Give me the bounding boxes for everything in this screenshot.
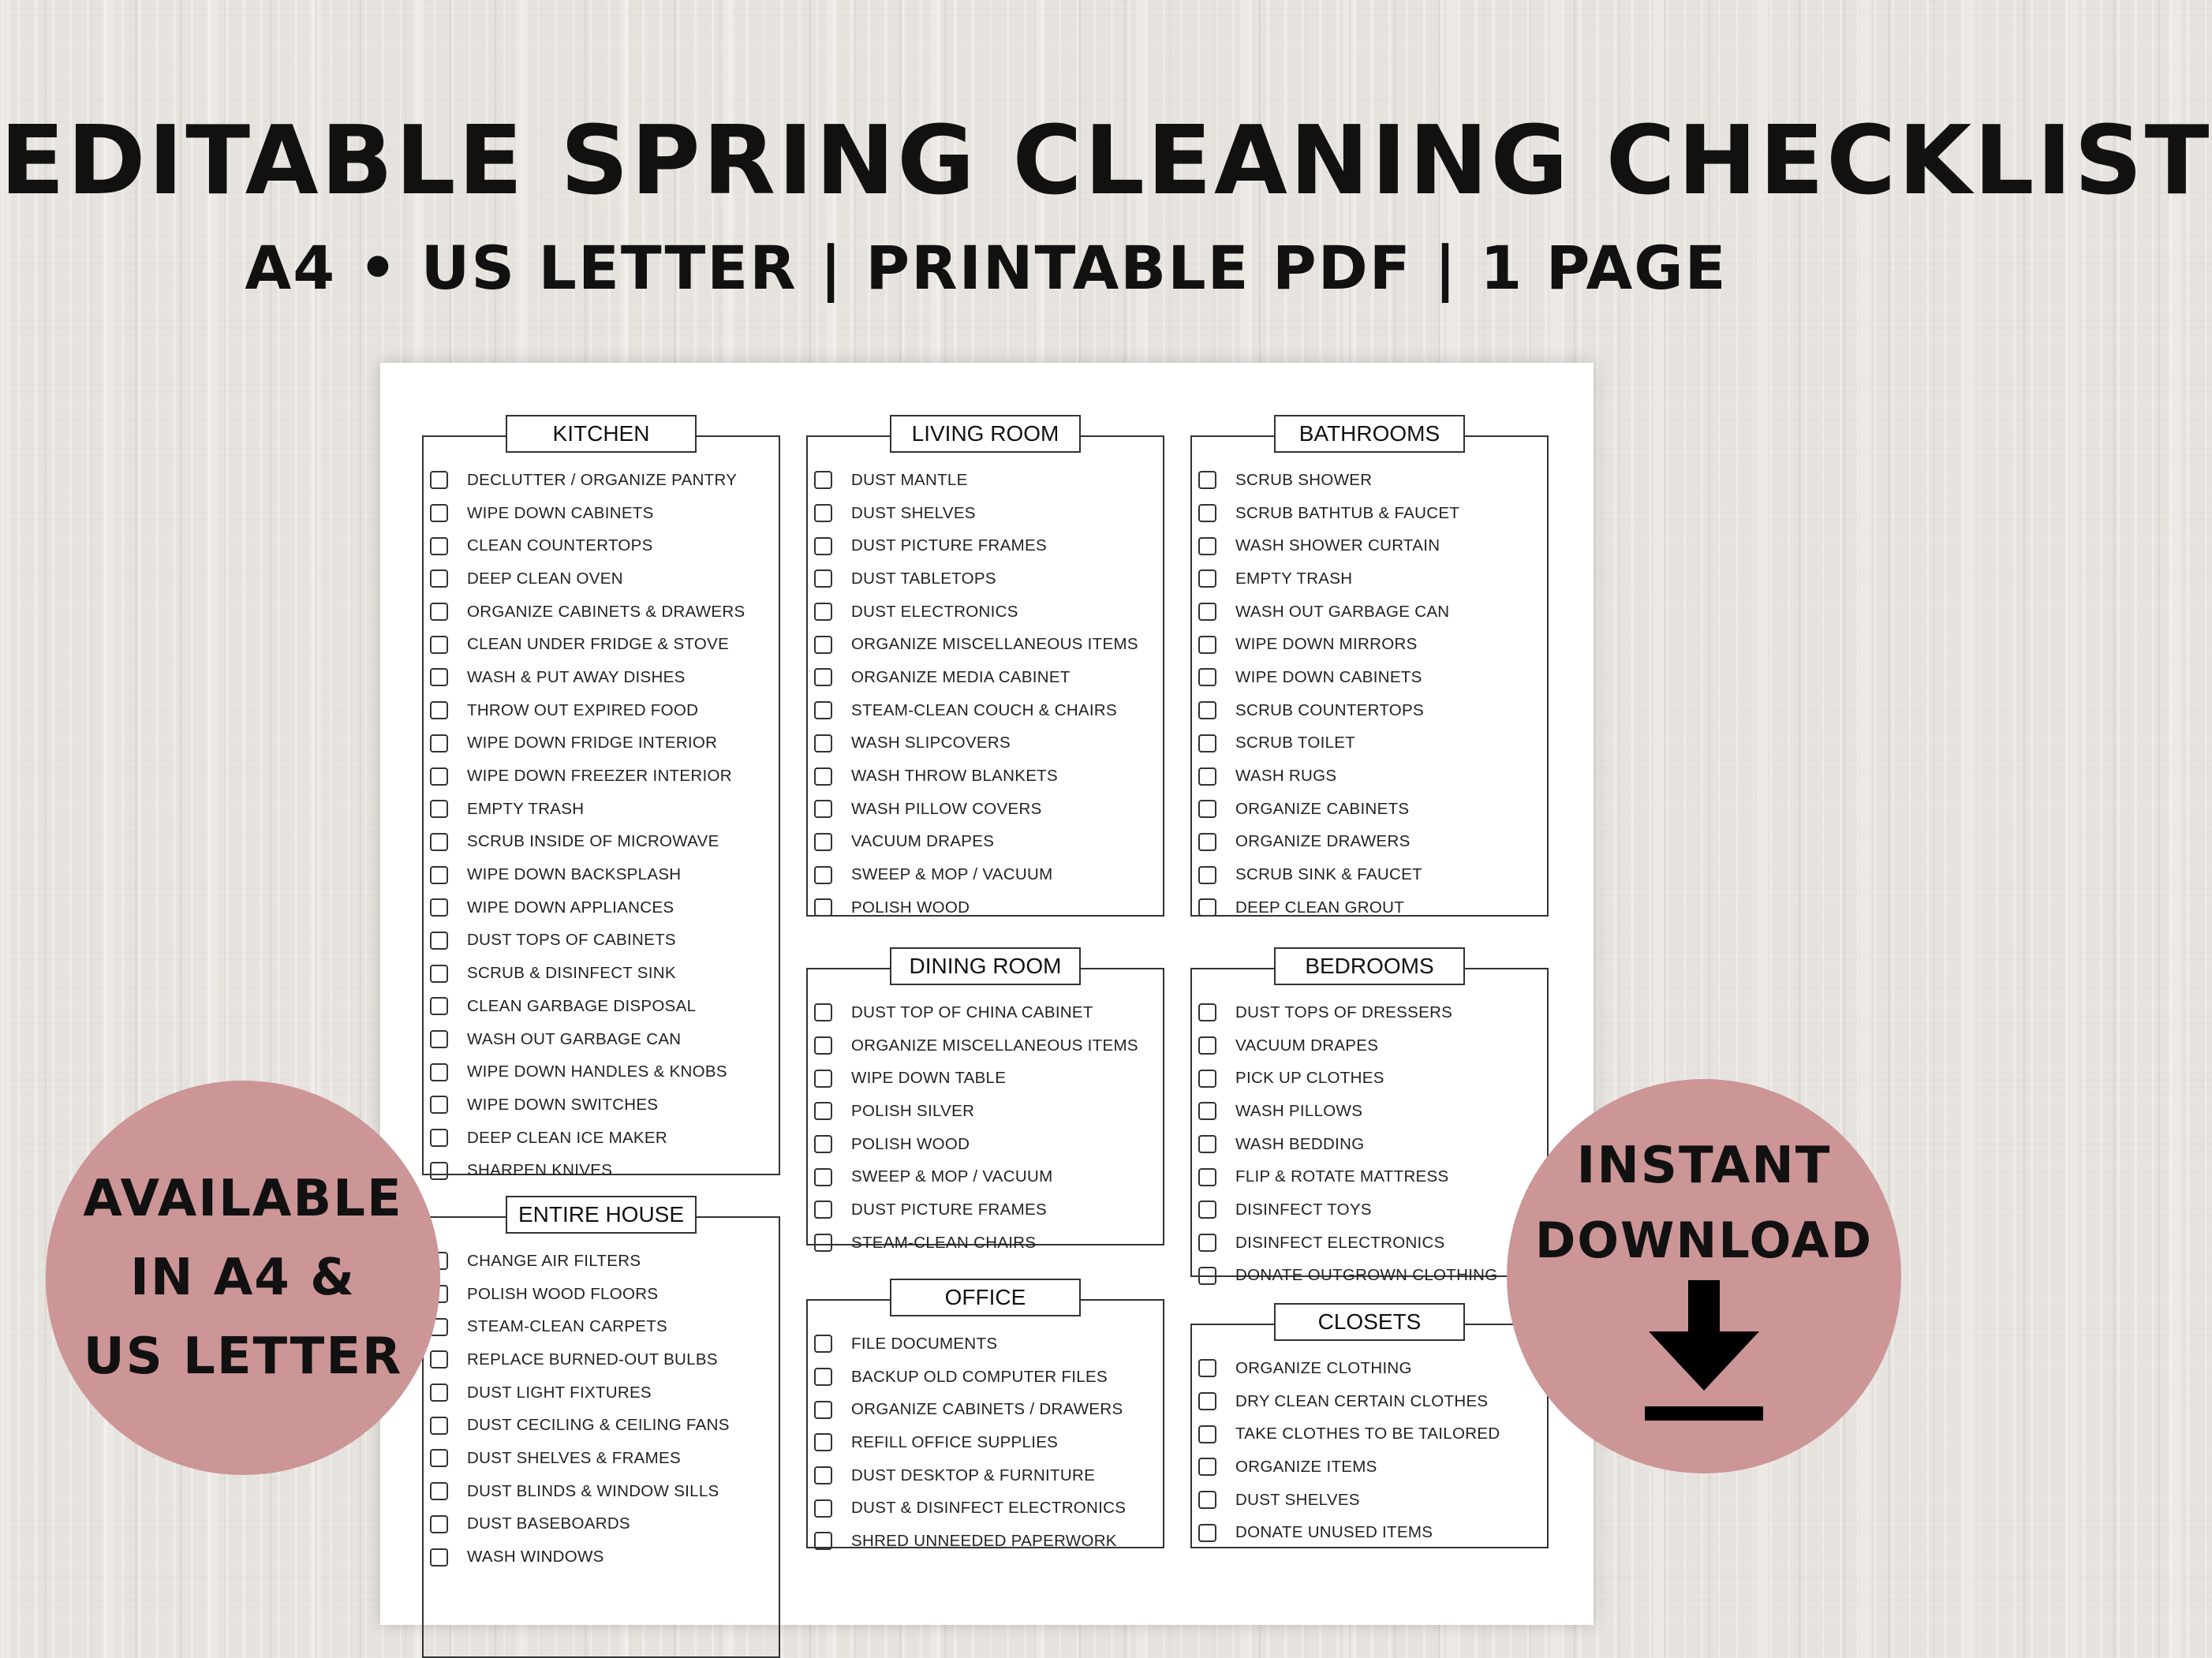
- checklist-item: [814, 1128, 1160, 1161]
- checklist-item-label: WASH OUT GARBAGE CAN: [1235, 602, 1450, 621]
- checklist-item: [814, 1193, 1160, 1227]
- checklist-item: [430, 464, 775, 497]
- checklist-item-label: ORGANIZE MEDIA CABINET: [851, 667, 1071, 686]
- checklist-item: [814, 891, 1160, 924]
- checklist-item: [1198, 464, 1544, 497]
- checklist-item-label: PICK UP CLOTHES: [1235, 1069, 1384, 1088]
- checklist-item-label: CLEAN UNDER FRIDGE & STOVE: [467, 635, 730, 654]
- checkbox[interactable]: [430, 800, 448, 818]
- checklist-item: [1198, 1160, 1544, 1193]
- checklist-item: [814, 793, 1160, 826]
- checkbox[interactable]: [1198, 1359, 1216, 1377]
- instant-download-badge: [1507, 1079, 1901, 1473]
- checklist-item: [814, 1227, 1160, 1260]
- checklist-item-label: ORGANIZE CABINETS / DRAWERS: [851, 1400, 1123, 1419]
- checklist-item: [430, 628, 775, 661]
- checklist-item: [430, 793, 775, 826]
- checklist-item: [430, 529, 775, 562]
- checklist-item: [814, 464, 1160, 497]
- checklist-item-label: DECLUTTER / ORGANIZE PANTRY: [467, 470, 738, 489]
- checklist-item-label: POLISH WOOD: [851, 1134, 970, 1153]
- checkbox[interactable]: [814, 537, 832, 555]
- checklist-item-label: STEAM-CLEAN COUCH & CHAIRS: [851, 700, 1117, 719]
- checklist-item: [430, 924, 775, 958]
- checkbox[interactable]: [430, 1482, 448, 1500]
- checkbox[interactable]: [1198, 1524, 1216, 1542]
- checklist-item-label: SWEEP & MOP / VACUUM: [851, 865, 1053, 884]
- checklist-item: [430, 1154, 775, 1187]
- checkbox[interactable]: [1198, 1267, 1216, 1285]
- checklist-item: [814, 1328, 1160, 1361]
- checklist-item-label: WASH BEDDING: [1235, 1134, 1365, 1153]
- checklist-item-label: WIPE DOWN FRIDGE INTERIOR: [467, 734, 718, 752]
- checkbox[interactable]: [430, 471, 448, 489]
- checkbox[interactable]: [1198, 1425, 1216, 1443]
- checkbox[interactable]: [1198, 1201, 1216, 1219]
- checklist-item: [1198, 1352, 1544, 1385]
- section-title-bedrooms: BEDROOMS: [1274, 947, 1465, 985]
- checklist-item-label: DUST LIGHT FIXTURES: [467, 1383, 652, 1402]
- checklist-item-label: DRY CLEAN CERTAIN CLOTHES: [1235, 1391, 1489, 1410]
- checkbox[interactable]: [430, 1417, 448, 1435]
- checklist-item: [1198, 1417, 1544, 1451]
- checklist-item: [814, 760, 1160, 793]
- checklist-item: [1198, 996, 1544, 1029]
- checklist-item: [814, 858, 1160, 891]
- checklist-items: [814, 996, 1160, 1260]
- checklist-item-label: WASH THROW BLANKETS: [851, 767, 1058, 786]
- checkbox[interactable]: [814, 800, 832, 818]
- checklist-item-label: BACKUP OLD COMPUTER FILES: [851, 1367, 1108, 1386]
- checklist-item: [814, 1393, 1160, 1426]
- checklist-item: [814, 1062, 1160, 1095]
- checklist-item-label: SCRUB & DISINFECT SINK: [467, 964, 676, 983]
- checklist-item-label: DUST DESKTOP & FURNITURE: [851, 1466, 1096, 1484]
- checklist-item-label: DUST SHELVES & FRAMES: [467, 1448, 681, 1467]
- checklist-item: [1198, 694, 1544, 727]
- checkbox[interactable]: [814, 668, 832, 686]
- checklist-item-label: SHRED UNNEEDED PAPERWORK: [851, 1531, 1117, 1550]
- checklist-item: [1198, 1095, 1544, 1128]
- checkbox[interactable]: [430, 734, 448, 752]
- checklist-item: [430, 1089, 775, 1122]
- badge-right-line-2: DOWNLOAD: [1534, 1212, 1874, 1269]
- checklist-item-label: WIPE DOWN SWITCHES: [467, 1095, 659, 1114]
- checklist-item-label: THROW OUT EXPIRED FOOD: [467, 700, 699, 719]
- checkbox[interactable]: [430, 898, 448, 917]
- checkbox[interactable]: [814, 1499, 832, 1518]
- checklist-item-label: DUST PICTURE FRAMES: [851, 536, 1047, 555]
- checkbox[interactable]: [814, 1003, 832, 1021]
- checklist-item: [430, 858, 775, 891]
- checkbox[interactable]: [1198, 1135, 1216, 1153]
- checklist-item-label: VACUUM DRAPES: [1235, 1036, 1379, 1055]
- checklist-item-label: DEEP CLEAN OVEN: [467, 569, 623, 588]
- checklist-item-label: FILE DOCUMENTS: [851, 1334, 998, 1353]
- checkbox[interactable]: [1198, 537, 1216, 555]
- checklist-item-label: DUST MANTLE: [851, 470, 968, 489]
- checklist-item: [1198, 1260, 1544, 1293]
- checklist-item-label: REPLACE BURNED-OUT BULBS: [467, 1350, 718, 1369]
- checkbox[interactable]: [814, 701, 832, 719]
- badge-left-line-3: US LETTER: [83, 1328, 403, 1386]
- checkbox[interactable]: [1198, 636, 1216, 654]
- checklist-item-label: DUST BLINDS & WINDOW SILLS: [467, 1481, 719, 1500]
- checklist-item: [814, 1095, 1160, 1128]
- checklist-item: [1198, 562, 1544, 596]
- checkbox[interactable]: [814, 866, 832, 884]
- section-title-bathrooms: BATHROOMS: [1274, 415, 1465, 453]
- checklist-item: [430, 1055, 775, 1089]
- checklist-item: [430, 1122, 775, 1155]
- checklist-item: [814, 628, 1160, 661]
- checklist-item-label: WASH SHOWER CURTAIN: [1235, 536, 1440, 555]
- checklist-item: [814, 661, 1160, 694]
- section-dining-room: [806, 954, 1164, 1252]
- checklist-item: [814, 529, 1160, 562]
- checklist-items: [430, 1245, 775, 1574]
- checklist-item-label: DUST CECILING & CEILING FANS: [467, 1416, 730, 1435]
- checkbox[interactable]: [430, 833, 448, 851]
- checklist-item: [814, 1492, 1160, 1525]
- checkbox[interactable]: [1198, 471, 1216, 489]
- section-bedrooms: [1190, 954, 1549, 1285]
- checklist-item: [430, 1278, 775, 1311]
- checklist-item-label: WIPE DOWN CABINETS: [467, 503, 654, 522]
- checkbox[interactable]: [1198, 1070, 1216, 1088]
- checklist-item: [1198, 1385, 1544, 1418]
- checklist-items: [1198, 464, 1544, 924]
- checkbox[interactable]: [430, 1096, 448, 1114]
- checklist-item: [1198, 628, 1544, 661]
- checklist-item-label: ORGANIZE DRAWERS: [1235, 832, 1411, 851]
- checkbox[interactable]: [1198, 1491, 1216, 1509]
- checklist-item: [1198, 1029, 1544, 1062]
- checkbox[interactable]: [1198, 833, 1216, 851]
- checklist-sheet: [380, 363, 1594, 1625]
- checklist-item: [430, 727, 775, 760]
- checklist-item-label: DUST TABLETOPS: [851, 569, 996, 588]
- checklist-item-label: EMPTY TRASH: [1235, 569, 1353, 588]
- checklist-item-label: DISINFECT ELECTRONICS: [1235, 1233, 1445, 1252]
- checklist-item: [814, 1426, 1160, 1459]
- checkbox[interactable]: [430, 1063, 448, 1081]
- checklist-item: [430, 760, 775, 793]
- checkbox[interactable]: [1198, 504, 1216, 522]
- checklist-item-label: WIPE DOWN TABLE: [851, 1069, 1007, 1088]
- checkbox[interactable]: [430, 701, 448, 719]
- checkbox[interactable]: [430, 504, 448, 522]
- section-closets: [1190, 1309, 1549, 1548]
- checklist-item-label: WIPE DOWN FREEZER INTERIOR: [467, 767, 732, 786]
- checklist-item: [430, 957, 775, 990]
- section-title-dining-room: DINING ROOM: [890, 947, 1081, 985]
- checkbox[interactable]: [1198, 1168, 1216, 1186]
- page-subtitle: A4 • US LETTER | PRINTABLE PDF | 1 PAGE: [245, 233, 1728, 303]
- checkbox[interactable]: [814, 1532, 832, 1550]
- checklist-item: [1198, 793, 1544, 826]
- checkbox[interactable]: [814, 504, 832, 522]
- checklist-item-label: WASH WINDOWS: [467, 1548, 604, 1567]
- checklist-item: [1198, 858, 1544, 891]
- checkbox[interactable]: [430, 1129, 448, 1147]
- checklist-item: [1198, 1062, 1544, 1095]
- checklist-item-label: DUST TOPS OF DRESSERS: [1235, 1003, 1453, 1021]
- checklist-items: [430, 464, 775, 1187]
- checklist-item-label: WASH OUT GARBAGE CAN: [467, 1029, 682, 1048]
- checklist-item: [814, 1361, 1160, 1394]
- checkbox[interactable]: [814, 471, 832, 489]
- checklist-item: [430, 1475, 775, 1508]
- checkbox[interactable]: [1198, 1458, 1216, 1476]
- checklist-item-label: ORGANIZE ITEMS: [1235, 1457, 1377, 1476]
- checklist-item-label: FLIP & ROTATE MATTRESS: [1235, 1167, 1449, 1186]
- checklist-item: [1198, 1484, 1544, 1517]
- checklist-item-label: DUST SHELVES: [851, 503, 976, 522]
- checkbox[interactable]: [430, 965, 448, 983]
- checklist-item: [430, 661, 775, 694]
- checklist-item-label: POLISH WOOD: [851, 898, 970, 917]
- checklist-item-label: WASH PILLOW COVERS: [851, 799, 1042, 818]
- badge-left-line-2: IN A4 &: [130, 1249, 356, 1307]
- checkbox[interactable]: [814, 1335, 832, 1353]
- checklist-item: [814, 1525, 1160, 1558]
- checkbox[interactable]: [814, 1201, 832, 1219]
- section-title-living-room: LIVING ROOM: [890, 415, 1081, 453]
- checklist-item-label: CLEAN GARBAGE DISPOSAL: [467, 996, 697, 1015]
- checkbox[interactable]: [814, 734, 832, 752]
- checklist-item-label: DUST BASEBOARDS: [467, 1514, 630, 1533]
- checkbox[interactable]: [1198, 668, 1216, 686]
- checkbox[interactable]: [430, 866, 448, 884]
- checklist-item-label: DONATE OUTGROWN CLOTHING: [1235, 1266, 1498, 1285]
- checkbox[interactable]: [430, 569, 448, 588]
- checklist-item-label: DUST PICTURE FRAMES: [851, 1200, 1047, 1219]
- checkbox[interactable]: [430, 932, 448, 950]
- checklist-item: [1198, 826, 1544, 859]
- checklist-item: [1198, 596, 1544, 629]
- checklist-item: [814, 497, 1160, 530]
- checklist-item-label: WIPE DOWN BACKSPLASH: [467, 865, 682, 884]
- checklist-item: [430, 1508, 775, 1541]
- checkbox[interactable]: [814, 1102, 832, 1120]
- section-title-kitchen: KITCHEN: [506, 415, 697, 453]
- checkbox[interactable]: [1198, 800, 1216, 818]
- checkbox[interactable]: [430, 603, 448, 621]
- checklist-item-label: STEAM-CLEAN CHAIRS: [851, 1233, 1037, 1252]
- checklist-item-label: DUST SHELVES: [1235, 1490, 1360, 1509]
- checkbox[interactable]: [430, 1449, 448, 1467]
- checkbox[interactable]: [430, 668, 448, 686]
- download-icon: [1645, 1280, 1763, 1422]
- checklist-item-label: WIPE DOWN MIRRORS: [1235, 635, 1418, 654]
- checkbox[interactable]: [430, 1030, 448, 1048]
- section-living-room: [806, 421, 1164, 917]
- checkbox[interactable]: [814, 833, 832, 851]
- section-office: [806, 1285, 1164, 1550]
- checkbox[interactable]: [814, 1036, 832, 1055]
- checkbox[interactable]: [814, 1433, 832, 1451]
- checkbox[interactable]: [814, 1401, 832, 1419]
- checklist-item-label: TAKE CLOTHES TO BE TAILORED: [1235, 1425, 1500, 1443]
- checklist-item-label: ORGANIZE CABINETS: [1235, 799, 1410, 818]
- checkbox[interactable]: [430, 767, 448, 786]
- checklist-item: [1198, 760, 1544, 793]
- checklist-item-label: WIPE DOWN HANDLES & KNOBS: [467, 1062, 727, 1081]
- checkbox[interactable]: [814, 569, 832, 588]
- checklist-item-label: VACUUM DRAPES: [851, 832, 995, 851]
- checkbox[interactable]: [1198, 767, 1216, 786]
- checkbox[interactable]: [814, 767, 832, 786]
- checklist-item: [814, 826, 1160, 859]
- checkbox[interactable]: [430, 1515, 448, 1533]
- checklist-item: [430, 562, 775, 596]
- section-title-closets: CLOSETS: [1274, 1303, 1465, 1341]
- checkbox[interactable]: [430, 997, 448, 1015]
- checklist-item-label: SCRUB COUNTERTOPS: [1235, 700, 1424, 719]
- checklist-item: [430, 497, 775, 530]
- availability-badge: [46, 1081, 440, 1475]
- checklist-item-label: DUST TOP OF CHINA CABINET: [851, 1003, 1093, 1021]
- checkbox[interactable]: [814, 898, 832, 917]
- checkbox[interactable]: [814, 1234, 832, 1252]
- checklist-item: [814, 596, 1160, 629]
- checkbox[interactable]: [814, 603, 832, 621]
- checklist-item-label: CHANGE AIR FILTERS: [467, 1251, 641, 1270]
- checklist-item-label: WASH SLIPCOVERS: [851, 734, 1011, 752]
- checklist-items: [814, 464, 1160, 924]
- section-bathrooms: [1190, 421, 1549, 917]
- checkbox[interactable]: [1198, 1234, 1216, 1252]
- checklist-item-label: DONATE UNUSED ITEMS: [1235, 1523, 1433, 1542]
- checklist-item: [814, 996, 1160, 1029]
- checklist-item: [430, 990, 775, 1023]
- checklist-item: [814, 727, 1160, 760]
- checklist-item: [814, 1029, 1160, 1062]
- checklist-item-label: ORGANIZE MISCELLANEOUS ITEMS: [851, 635, 1138, 654]
- checklist-item-label: SCRUB INSIDE OF MICROWAVE: [467, 832, 719, 851]
- checkbox[interactable]: [1198, 1003, 1216, 1021]
- checklist-item-label: SCRUB TOILET: [1235, 734, 1356, 752]
- checklist-item: [814, 1160, 1160, 1193]
- checklist-item: [1198, 497, 1544, 530]
- checklist-item-label: SCRUB BATHTUB & FAUCET: [1235, 503, 1460, 522]
- checklist-item: [814, 562, 1160, 596]
- checkbox[interactable]: [814, 636, 832, 654]
- checklist-item: [430, 596, 775, 629]
- checklist-item-label: CLEAN COUNTERTOPS: [467, 536, 653, 555]
- checklist-item-label: DUST TOPS OF CABINETS: [467, 931, 676, 950]
- checkbox[interactable]: [1198, 1392, 1216, 1410]
- checklist-item-label: POLISH WOOD FLOORS: [467, 1284, 659, 1303]
- checklist-item: [430, 1245, 775, 1278]
- checkbox[interactable]: [814, 1168, 832, 1186]
- checklist-item-label: ORGANIZE CABINETS & DRAWERS: [467, 602, 745, 621]
- checklist-items: [1198, 1352, 1544, 1549]
- checklist-item-label: ORGANIZE CLOTHING: [1235, 1358, 1412, 1377]
- checklist-item-label: DEEP CLEAN GROUT: [1235, 898, 1405, 917]
- checklist-item: [1198, 727, 1544, 760]
- checkbox[interactable]: [1198, 701, 1216, 719]
- checklist-item-label: ORGANIZE MISCELLANEOUS ITEMS: [851, 1036, 1138, 1055]
- checkbox[interactable]: [814, 1466, 832, 1484]
- checklist-item-label: SCRUB SINK & FAUCET: [1235, 865, 1422, 884]
- checklist-item-label: WIPE DOWN APPLIANCES: [467, 898, 674, 917]
- checklist-item: [1198, 1516, 1544, 1549]
- checkbox[interactable]: [1198, 1102, 1216, 1120]
- checklist-item-label: SWEEP & MOP / VACUUM: [851, 1167, 1053, 1186]
- checklist-item-label: SCRUB SHOWER: [1235, 470, 1373, 489]
- checklist-item-label: DEEP CLEAN ICE MAKER: [467, 1128, 667, 1147]
- checklist-item: [1198, 1451, 1544, 1484]
- section-entire-house: [422, 1202, 780, 1658]
- checklist-item: [430, 1023, 775, 1056]
- badge-right-line-1: INSTANT: [1576, 1137, 1832, 1195]
- checklist-items: [1198, 996, 1544, 1292]
- checklist-item-label: DISINFECT TOYS: [1235, 1200, 1372, 1219]
- checkbox[interactable]: [814, 1368, 832, 1386]
- checklist-item: [814, 1459, 1160, 1492]
- checkbox[interactable]: [1198, 866, 1216, 884]
- checklist-item: [430, 1376, 775, 1410]
- checklist-items: [814, 1328, 1160, 1558]
- checklist-item-label: WASH & PUT AWAY DISHES: [467, 667, 686, 686]
- checklist-item-label: DUST ELECTRONICS: [851, 602, 1018, 621]
- badge-left-line-1: AVAILABLE: [83, 1170, 403, 1228]
- checklist-item: [430, 1343, 775, 1376]
- checklist-item: [1198, 1227, 1544, 1260]
- checklist-item: [1198, 1193, 1544, 1227]
- checklist-item: [430, 826, 775, 859]
- checklist-item: [430, 1442, 775, 1475]
- page-title: EDITABLE SPRING CLEANING CHECKLIST: [0, 106, 2212, 216]
- checkbox[interactable]: [1198, 734, 1216, 752]
- checklist-item: [814, 694, 1160, 727]
- checkbox[interactable]: [430, 537, 448, 555]
- checklist-item-label: REFILL OFFICE SUPPLIES: [851, 1432, 1059, 1451]
- checkbox[interactable]: [814, 1135, 832, 1153]
- checklist-item: [1198, 529, 1544, 562]
- checkbox[interactable]: [1198, 898, 1216, 917]
- checkbox[interactable]: [814, 1070, 832, 1088]
- checklist-item-label: WASH RUGS: [1235, 767, 1337, 786]
- checklist-item: [430, 1409, 775, 1442]
- checkbox[interactable]: [1198, 603, 1216, 621]
- checklist-item: [430, 1310, 775, 1343]
- checkbox[interactable]: [1198, 569, 1216, 588]
- checklist-item: [430, 694, 775, 727]
- checklist-item-label: SHARPEN KNIVES: [467, 1161, 613, 1180]
- checklist-item-label: STEAM-CLEAN CARPETS: [467, 1317, 668, 1336]
- checklist-item-label: EMPTY TRASH: [467, 799, 585, 818]
- checklist-item: [430, 891, 775, 924]
- section-kitchen: [422, 421, 780, 1180]
- checklist-item: [1198, 891, 1544, 924]
- section-title-office: OFFICE: [890, 1279, 1081, 1316]
- checklist-item-label: POLISH SILVER: [851, 1101, 975, 1120]
- checkbox[interactable]: [430, 1548, 448, 1567]
- checklist-item-label: WIPE DOWN CABINETS: [1235, 667, 1422, 686]
- checklist-item: [430, 1540, 775, 1574]
- checklist-item: [1198, 661, 1544, 694]
- checklist-item-label: DUST & DISINFECT ELECTRONICS: [851, 1499, 1127, 1518]
- checklist-item-label: WASH PILLOWS: [1235, 1101, 1363, 1120]
- checkbox[interactable]: [1198, 1036, 1216, 1055]
- section-title-entire-house: ENTIRE HOUSE: [506, 1196, 697, 1234]
- checkbox[interactable]: [430, 636, 448, 654]
- checklist-item: [1198, 1128, 1544, 1161]
